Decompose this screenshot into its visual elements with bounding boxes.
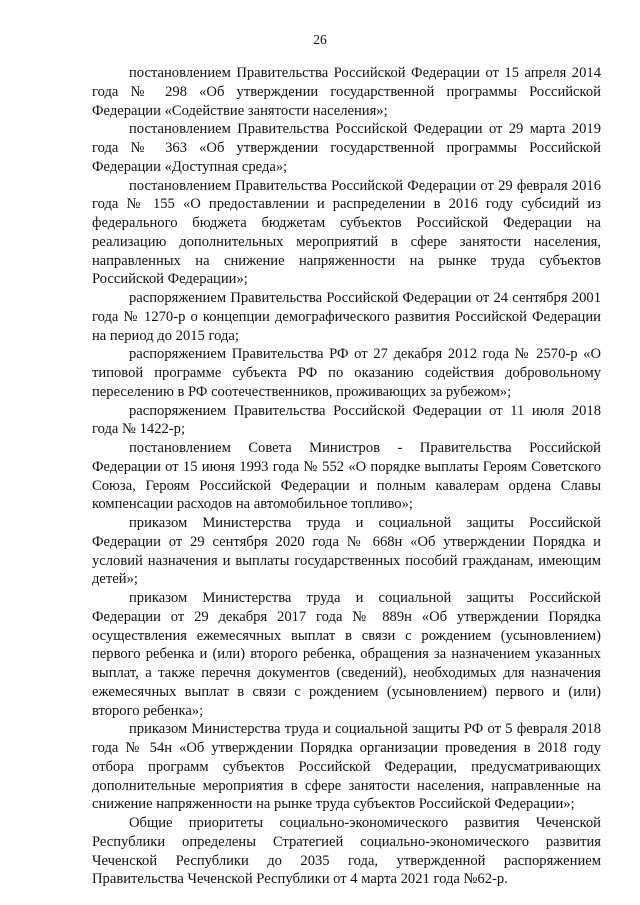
paragraph-decree-155: постановлением Правительства Российской Федерации от 29 февраля 2016 года № 155 «О предоставлении и распределении в 2016 году субсидий из федерального бюджета бюджетам субъектов Российской Федерации на реализацию дополнительных мероприятий в сфере занятости населения, направленных на снижение напряженности на рынке труда субъектов Российской Федерации»; <box>92 177 601 288</box>
document-body <box>92 64 601 889</box>
paragraph-strategy-priorities: Общие приоритеты социально-экономического развития Чеченской Республики определены Стратегией социально-экономического развития Чеченской Республики до 2035 года, утвержденной распоряжением Правительства Чеченской Республики от 4 марта 2021 года №62-р. <box>92 815 601 888</box>
paragraph-order-889n: приказом Министерства труда и социальной защиты Российской Федерации от 29 декабря 2017 года № 889н «Об утверждении Порядка осуществления ежемесячных выплат в связи с рождением (усыновлением) первого ребенка и (или) второго ребенка, обращения за назначением указанных выплат, а также перечня документов (сведений), необходимых для назначения ежемесячных выплат в связи с рождением (усыновлением) первого и (или) второго ребенка»; <box>92 590 601 719</box>
paragraph-order-668n: приказом Министерства труда и социальной защиты Российской Федерации от 29 сентября 2020 года № 668н «Об утверждении Порядка и условий назначения и выплаты государственных пособий гражданам, имеющим детей»; <box>92 515 601 588</box>
paragraph-order-54n: приказом Министерства труда и социальной защиты РФ от 5 февраля 2018 года № 54н «Об утверждении Порядка организации проведения в 2018 году отбора программ субъектов Российской Федерации, предусматривающих дополнительные мероприятия в сфере занятости населения, направленные на снижение напряженности на рынке труда субъектов Российской Федерации»; <box>92 721 601 813</box>
page-number: 26 <box>313 32 327 47</box>
paragraph-order-1422-r: распоряжением Правительства Российской Федерации от 11 июля 2018 года № 1422-р; <box>92 402 601 438</box>
paragraph-decree-363: постановлением Правительства Российской Федерации от 29 марта 2019 года № 363 «Об утверждении государственной программы Российской Федерации «Доступная среда»; <box>92 121 601 175</box>
paragraph-decree-552: постановлением Совета Министров - Правительства Российской Федерации от 15 июня 1993 года № 552 «О порядке выплаты Героям Советского Союза, Героям Российской Федерации и полным кавалерам ордена Славы компенсации расходов на автомобильное топливо»; <box>92 440 601 513</box>
paragraph-order-1270-r: распоряжением Правительства Российской Федерации от 24 сентября 2001 года № 1270-р о концепции демографического развития Российской Федерации на период до 2015 года; <box>92 290 601 344</box>
paragraph-decree-298: постановлением Правительства Российской Федерации от 15 апреля 2014 года № 298 «Об утверждении государственной программы Российской Федерации «Содействие занятости населения»; <box>92 65 601 119</box>
paragraph-order-2570-r: распоряжением Правительства РФ от 27 декабря 2012 года № 2570-р «О типовой программе субъекта РФ по оказанию содействия добровольному переселению в РФ соотечественников, проживающих за рубежом»; <box>92 346 601 400</box>
